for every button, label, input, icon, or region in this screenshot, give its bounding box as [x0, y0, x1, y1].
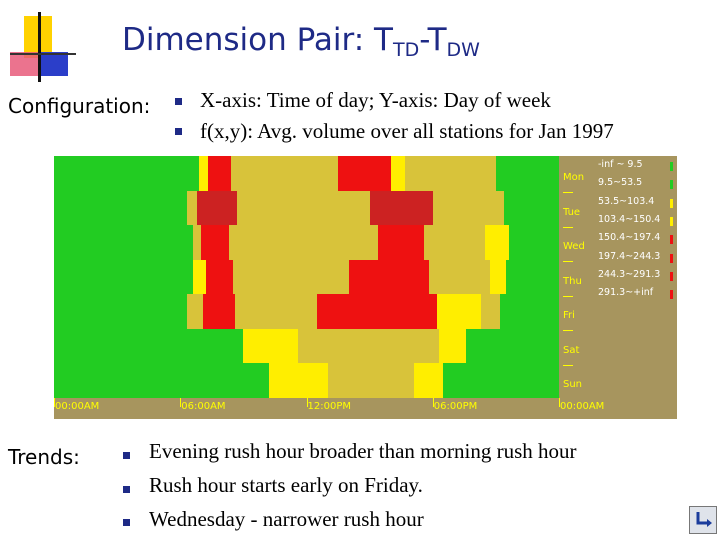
heatmap-cell [481, 294, 500, 329]
heatmap-cell [54, 225, 193, 260]
legend-range-label: 150.4~197.4 [598, 232, 661, 244]
time-axis [54, 398, 677, 419]
heatmap-cell [496, 156, 560, 191]
legend-color-swatch [670, 272, 673, 281]
heatmap-plot [54, 156, 559, 398]
heatmap-cell [187, 191, 198, 226]
heatmap-cell [405, 156, 496, 191]
heatmap-cell [443, 363, 559, 398]
day-label: Sun [563, 379, 583, 390]
heatmap-cell [506, 260, 559, 295]
heatmap-cell [429, 260, 491, 295]
day-label: Mon [563, 172, 585, 183]
bullet-icon [175, 128, 182, 135]
legend-color-swatch [670, 290, 673, 299]
heatmap-cell [338, 156, 391, 191]
day-label: Fri [563, 310, 575, 321]
config-item-1: X-axis: Time of day; Y-axis: Day of week [200, 88, 551, 112]
heatmap-cell [187, 294, 204, 329]
bullet-icon [123, 486, 130, 493]
heatmap-cell [490, 260, 507, 295]
heatmap-cell [328, 363, 415, 398]
day-label: Tue [563, 206, 581, 218]
day-legend-panel [559, 156, 677, 398]
heatmap-cell [201, 225, 229, 260]
legend-range-label: -inf ~ 9.5 [598, 159, 643, 170]
legend-color-swatch [670, 254, 673, 263]
corner-decoration [0, 0, 80, 90]
legend-range-label: 244.3~291.3 [598, 268, 661, 280]
heatmap-panel [54, 156, 677, 419]
legend-range-label: 291.3~+inf [598, 287, 654, 299]
day-separator [563, 365, 573, 366]
heatmap-cell [298, 329, 439, 364]
heatmap-cell [370, 191, 434, 226]
heatmap-cell [437, 294, 482, 329]
heatmap-cell [414, 363, 444, 398]
bullet-icon [123, 519, 130, 526]
legend-range-label: 103.4~150.4 [598, 213, 661, 225]
page-title: Dimension Pair: $T_{TD}-T_{DW}$ [122, 22, 480, 61]
heatmap-cell [500, 294, 559, 329]
heatmap-cell [378, 225, 425, 260]
trend-item-1: Evening rush hour broader than morning rush hour [149, 439, 577, 463]
legend-color-swatch [670, 199, 673, 208]
time-tick-label: 00:00AM [560, 401, 605, 412]
trend-item-3: Wednesday - narrower rush hour [149, 507, 424, 531]
day-separator [563, 192, 573, 193]
heatmap-cell [317, 294, 437, 329]
heatmap-cell [349, 260, 429, 295]
config-item-2: f(x,y): Avg. volume over all stations for Jan 1997 [200, 119, 614, 143]
legend-color-swatch [670, 235, 673, 244]
heatmap-cell [54, 329, 244, 364]
configuration-label: Configuration: [8, 94, 151, 118]
day-separator [563, 296, 573, 297]
legend-color-swatch [670, 162, 673, 171]
heatmap-cell [54, 260, 193, 295]
heatmap-cell [439, 329, 467, 364]
heatmap-cell [424, 225, 486, 260]
heatmap-cell [233, 260, 349, 295]
time-tick-label: 06:00PM [433, 401, 478, 412]
heatmap-cell [485, 225, 509, 260]
heatmap-cell [54, 191, 187, 226]
legend-range-label: 53.5~103.4 [598, 195, 655, 207]
time-tick-label: 12:00PM [307, 401, 351, 412]
day-label: Wed [563, 241, 585, 252]
blue-square [40, 52, 68, 76]
heatmap-cell [208, 156, 232, 191]
heatmap-cell [203, 294, 235, 329]
heatmap-cell [237, 191, 370, 226]
legend-range-label: 197.4~244.3 [598, 250, 661, 262]
day-label: Thu [563, 275, 582, 287]
day-separator [563, 261, 573, 262]
heatmap-cell [243, 329, 298, 364]
heatmap-cell [54, 156, 200, 191]
legend-color-swatch [670, 180, 673, 189]
vertical-line [38, 12, 41, 82]
heatmap-cell [54, 363, 269, 398]
trend-item-2: Rush hour starts early on Friday. [149, 473, 423, 497]
heatmap-cell [504, 191, 559, 226]
day-label: Sat [563, 344, 580, 356]
time-tick-label: 00:00AM [55, 401, 100, 412]
heatmap-cell [231, 156, 339, 191]
bullet-icon [175, 98, 182, 105]
heatmap-cell [229, 225, 379, 260]
heatmap-cell [54, 294, 187, 329]
day-separator [563, 227, 573, 228]
heatmap-cell [269, 363, 328, 398]
day-separator [563, 330, 573, 331]
trends-label: Trends: [8, 445, 80, 469]
heatmap-cell [391, 156, 406, 191]
return-button[interactable] [689, 506, 717, 534]
horizontal-line [10, 53, 76, 55]
return-arrow-icon [690, 507, 716, 533]
heatmap-cell [206, 260, 234, 295]
heatmap-cell [235, 294, 318, 329]
heatmap-cell [466, 329, 559, 364]
bullet-icon [123, 452, 130, 459]
heatmap-cell [193, 260, 206, 295]
time-tick-label: 06:00AM [181, 401, 226, 412]
heatmap-cell [509, 225, 560, 260]
pink-square [10, 52, 40, 76]
heatmap-cell [197, 191, 237, 226]
legend-range-label: 9.5~53.5 [598, 177, 643, 189]
heatmap-cell [433, 191, 505, 226]
legend-color-swatch [670, 217, 673, 226]
